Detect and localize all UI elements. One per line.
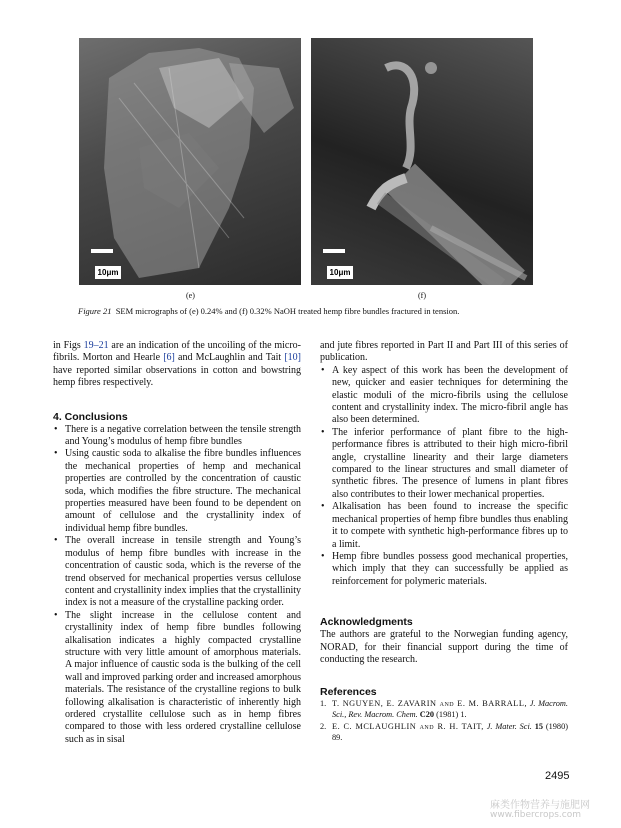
right-column bbox=[320, 340, 568, 745]
conclusion-item: • There is a negative correlation between the tensile strength and Young’s modulus of hemp fibre bundles bbox=[53, 424, 301, 449]
conclusion-item: • Using caustic soda to alkalise the fibre bundles influences the mechanical properties of hemp and mechanical properties are controlled by the concentration of caustic soda, which modifies the fibre structure. The mechanical properties measured have been found to be dependent on amount of cellulose and the crystallinity index of individual hemp fibre bundles. bbox=[53, 448, 301, 535]
watermark-url: www.fibercrops.com bbox=[490, 810, 581, 820]
reference-rest: (1980) 89. bbox=[332, 722, 568, 742]
intro-text: in Figs bbox=[53, 340, 84, 351]
conclusion-item: • Hemp fibre bundles possess good mechanical properties, which imply that they can successfully be applied as reinforcement for polymeric materials. bbox=[320, 551, 568, 588]
citation-link-10[interactable]: [10] bbox=[284, 352, 301, 364]
conclusion-item: • The inferior performance of plant fibre to the high-performance fibres is attributed to their high micro-fibril angle, crystalline linearity and their large diameters compared to the linear structures and small diameter of synthetic fibres. The presence of lumens in plant fibres also contributes to their lower mechanical properties. bbox=[320, 427, 568, 501]
reference-number: 2. bbox=[320, 722, 327, 732]
reference-number: 1. bbox=[320, 699, 327, 709]
references-list bbox=[320, 699, 568, 743]
references-heading: References bbox=[320, 686, 377, 699]
page-number: 2495 bbox=[545, 770, 570, 782]
micrograph-e-image bbox=[79, 38, 301, 285]
conclusion-item: • The slight increase in the cellulose content and crystallinity index of hemp fibre bundles following alkalisation indicates a highly compacted crystalline structure with very little amount of amorphous materials. A major influence of caustic soda is the bulking of the cell wall and improved parking order and increased amorphous materials. The resistance of the crystalline regions to bulk following alkalisation is characteristic of inherently high ordered crystallite cellulose such as in hemp fibres compared to those with less ordered crystalline cellulose such as in sisal bbox=[53, 610, 301, 746]
intro-paragraph bbox=[53, 340, 301, 390]
figure-label-e: (e) bbox=[186, 291, 195, 300]
sem-micrograph-f bbox=[311, 38, 533, 285]
continuation-paragraph: and jute fibres reported in Part II and Part III of this series of publication. bbox=[320, 340, 568, 364]
intro-text: and McLaughlin and Tait bbox=[174, 352, 285, 364]
reference-volume: C20 bbox=[419, 709, 435, 719]
intro-text: have reported similar observations in cotton and bowstring hemp fibres respectively. bbox=[53, 364, 301, 389]
citation-link-6[interactable]: [6] bbox=[163, 352, 175, 364]
conclusion-item: • Alkalisation has been found to increase the specific mechanical properties of hemp fibre bundles thus enabling it to compete with synthetic high-performance fibres up to a limit. bbox=[320, 501, 568, 551]
reference-item bbox=[320, 699, 568, 720]
reference-item bbox=[320, 722, 568, 743]
reference-journal: J. Macrom. Sci., Rev. Macrom. Chem. bbox=[332, 699, 568, 719]
scale-label-e: 10μm bbox=[95, 266, 121, 279]
watermark-chinese: 麻类作物营养与施肥网 bbox=[490, 800, 590, 811]
figure-number: Figure 21 bbox=[78, 306, 112, 316]
section-heading-conclusions: 4. Conclusions bbox=[53, 410, 128, 423]
conclusions-list-continued bbox=[320, 365, 568, 588]
reference-volume: 15 bbox=[534, 722, 544, 732]
left-column bbox=[53, 340, 301, 746]
reference-rest: (1981) 1. bbox=[436, 709, 467, 719]
acknowledgments-heading: Acknowledgments bbox=[320, 616, 413, 629]
figure-caption bbox=[78, 306, 578, 316]
scale-label-f: 10μm bbox=[327, 266, 353, 279]
conclusion-item: • A key aspect of this work has been the development of new, quicker and easier techniques for determining the elastic moduli of the micro-fibrils using the cellulose content and crystallinity index. The micro-fibril angle has also been determined. bbox=[320, 365, 568, 427]
conclusion-item: • The overall increase in tensile strength and Young’s modulus of hemp fibre bundles with increase in the concentration of caustic soda, which is the reverse of the trend observed for mechanical properties versus cellulose content and crystallinity index implies that the crystallinity index is not a measure of the crystalline packing order. bbox=[53, 535, 301, 609]
figure-label-f: (f) bbox=[418, 291, 426, 300]
scale-bar-e bbox=[91, 249, 113, 253]
reference-journal: J. Mater. Sci. bbox=[486, 722, 532, 732]
figure-link[interactable]: 19–21 bbox=[83, 340, 109, 351]
acknowledgments-text: The authors are grateful to the Norwegian funding agency, NORAD, for their financial support during the time of conducting the research. bbox=[320, 629, 568, 665]
caption-text: SEM micrographs of (e) 0.24% and (f) 0.32% NaOH treated hemp fibre bundles fractured in tension. bbox=[115, 306, 460, 316]
reference-authors: T. NGUYEN, E. ZAVARIN and E. M. BARRALL, bbox=[332, 699, 528, 709]
scale-bar-f bbox=[323, 249, 345, 253]
micrograph-f-image bbox=[311, 38, 533, 285]
conclusions-list bbox=[53, 424, 301, 747]
reference-authors: E. C. MCLAUGHLIN and R. H. TAIT, bbox=[332, 722, 484, 732]
intro-text: are an indication of the uncoiling of the micro-fibrils. Morton and Hearle bbox=[53, 340, 301, 364]
sem-micrograph-e bbox=[79, 38, 301, 285]
